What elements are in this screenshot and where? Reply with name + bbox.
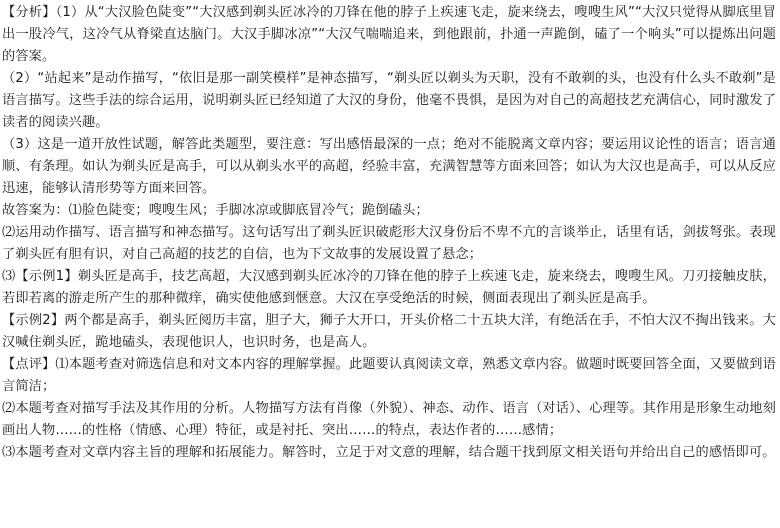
answer-analysis-document	[2, 2, 776, 464]
comment-paragraph-1: 【点评】⑴本题考查对筛选信息和对文本内容的理解掌握。此题要认真阅读文章，熟悉文章内容。做题时既要回答全面，又要做到语言简洁；	[2, 357, 776, 394]
answer-example-2: 【示例2】两个都是高手，剃头匠阅历丰富，胆子大，狮子大开口，开头价格二十五块大洋，有绝活在手，不怕大汉不掏出钱来。大汉喊住剃头匠，跪地磕头，表现他识人，也识时务，也是高人。	[2, 313, 776, 350]
comment-paragraph-3: ⑶本题考查对文章内容主旨的理解和拓展能力。解答时，立足于对文意的理解，结合题干找到原文相关语句并给出自己的感悟即可。	[2, 445, 776, 460]
answer-example-1: ⑶【示例1】剃头匠是高手，技艺高超，大汉感到剃头匠冰冷的刀锋在他的脖子上疾速飞走，旋来绕去，嗖嗖生风。刀刃接触皮肤，若即若离的游走所产生的那种微痒，确实使他感到惬意。大汉在享受绝活的时候，侧面表现出了剃头匠是高手。	[2, 269, 776, 306]
analysis-paragraph-1: 【分析】（1）从“大汉脸色陡变”“大汉感到剃头匠冰冷的刀锋在他的脖子上疾速飞走，旋来绕去，嗖嗖生风”“大汉只觉得从脚底里冒出一股冷气，这冷气从脊梁直达脑门。大汉手脚冰凉”“大汉气喘喘追来，到他跟前，扑通一声跪倒，磕了一个响头”可以提炼出问题的答案。	[2, 5, 776, 64]
comment-paragraph-2: ⑵本题考查对描写手法及其作用的分析。人物描写方法有肖像（外貌）、神态、动作、语言（对话）、心理等。其作用是形象生动地刻画出人物……的性格（情感、心理）特征，或是衬托、突出……的特点，表达作者的……感情；	[2, 401, 776, 438]
answer-paragraph-1: 故答案为：⑴脸色陡变；嗖嗖生风；手脚冰凉或脚底冒冷气；跪倒磕头；	[2, 203, 429, 218]
analysis-paragraph-3: （3）这是一道开放性试题，解答此类题型，要注意：写出感悟最深的一点；绝对不能脱离文章内容；要运用议论性的语言；语言通顺、有条理。如认为剃头匠是高手，可以从剃头水平的高超，经验丰富，充满智慧等方面来回答；如认为大汉也是高手，可以从反应迅速，能够认清形势等方面来回答。	[2, 137, 776, 196]
answer-paragraph-2: ⑵运用动作描写、语言描写和神态描写。这句话写出了剃头匠识破彪形大汉身份后不卑不亢的言谈举止，话里有话，剑拔弩张。表现了剃头匠有胆有识，对自己高超的技艺的自信，也为下文故事的发展设置了悬念；	[2, 225, 776, 262]
analysis-paragraph-2: （2）“站起来”是动作描写，“依旧是那一副笑模样”是神态描写，“剃头匠以剃头为天职，没有不敢剃的头，也没有什么头不敢剃”是语言描写。这些手法的综合运用，说明剃头匠已经知道了大汉的身份，他毫不畏惧，是因为对自己的高超技艺充满信心，同时激发了读者的阅读兴趣。	[2, 71, 776, 130]
